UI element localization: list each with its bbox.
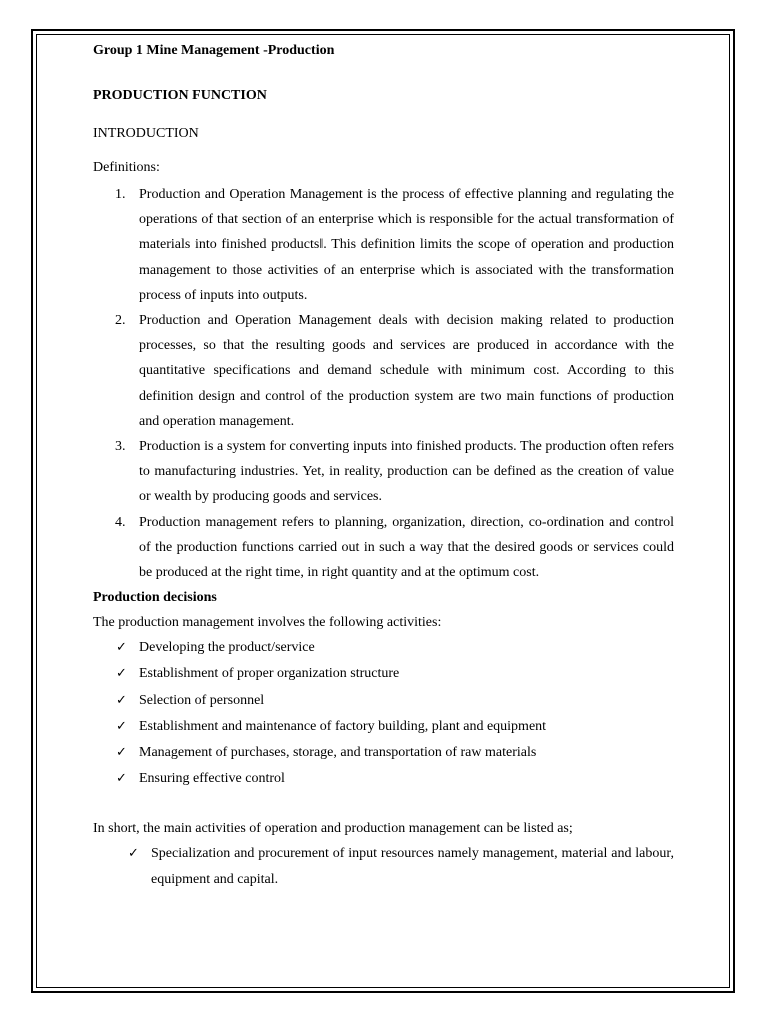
checkmark-icon: ✓ bbox=[116, 640, 127, 656]
activity-text: Ensuring effective control bbox=[139, 771, 285, 787]
activity-text: Selection of personnel bbox=[139, 692, 265, 708]
list-number: 2. bbox=[115, 313, 126, 329]
definition-text: Production and Operation Management deals with decision making related to production processes, so that the resulting goods and services are produced in accordance with the quantitative specifications and demand schedule with minimum cost. According to this definition design and control of the production system are two main functions of production and operation management. bbox=[139, 313, 674, 429]
checkmark-icon: ✓ bbox=[116, 745, 127, 761]
definition-text: Production management refers to planning, organization, direction, co-ordination and control of the production functions carried out in such a way that the desired goods or services could be produced at the right time, in right quantity and at the optimum cost. bbox=[139, 514, 674, 581]
intro-heading: INTRODUCTION bbox=[93, 126, 199, 141]
list-number: 4. bbox=[115, 514, 126, 530]
activity-item bbox=[93, 740, 674, 766]
document-header: Group 1 Mine Management -Production bbox=[93, 43, 335, 58]
checkmark-icon: ✓ bbox=[116, 692, 127, 708]
summary-paragraph: In short, the main activities of operation and production management can be listed as; bbox=[93, 821, 573, 837]
main-activities-list bbox=[93, 841, 674, 892]
activity-item bbox=[93, 688, 674, 714]
definition-text: Production and Operation Management is the process of effective planning and regulating the operations of that section of an enterprise which is responsible for the actual transformation of materials into finished products‖. This definition limits the scope of operation and production management to those activities of an enterprise which is associated with the transformation process of inputs into outputs. bbox=[139, 187, 674, 303]
document-body bbox=[93, 41, 674, 892]
definitions-list bbox=[93, 182, 674, 585]
checkmark-icon: ✓ bbox=[116, 666, 127, 682]
activity-item bbox=[93, 714, 674, 740]
activity-item bbox=[93, 635, 674, 661]
definition-text: Production is a system for converting inputs into finished products. The production often refers to manufacturing industries. Yet, in reality, production can be defined as the creation of value or wealth by producing goods and services. bbox=[139, 439, 674, 505]
activity-text: Establishment and maintenance of factory building, plant and equipment bbox=[139, 718, 547, 734]
main-activity-item bbox=[93, 841, 674, 892]
main-activity-text: Specialization and procurement of input resources namely management, material and labour, equipment and capital. bbox=[151, 846, 674, 887]
checkmark-icon: ✓ bbox=[116, 718, 127, 734]
decisions-intro: The production management involves the following activities: bbox=[93, 615, 442, 631]
activity-text: Developing the product/service bbox=[139, 640, 315, 656]
activities-list bbox=[93, 635, 674, 792]
definition-item bbox=[93, 434, 674, 510]
activity-text: Management of purchases, storage, and transportation of raw materials bbox=[139, 745, 537, 761]
checkmark-icon: ✓ bbox=[116, 771, 127, 787]
list-number: 3. bbox=[115, 439, 126, 455]
definition-item bbox=[93, 510, 674, 586]
activity-text: Establishment of proper organization structure bbox=[139, 666, 400, 682]
definition-item bbox=[93, 308, 674, 434]
activity-item bbox=[93, 661, 674, 687]
definition-item bbox=[93, 182, 674, 308]
decisions-heading: Production decisions bbox=[93, 590, 217, 606]
list-number: 1. bbox=[115, 187, 126, 202]
definitions-label: Definitions: bbox=[93, 160, 160, 175]
checkmark-icon: ✓ bbox=[128, 846, 139, 862]
activity-item bbox=[93, 766, 674, 792]
section-title: PRODUCTION FUNCTION bbox=[93, 88, 267, 103]
